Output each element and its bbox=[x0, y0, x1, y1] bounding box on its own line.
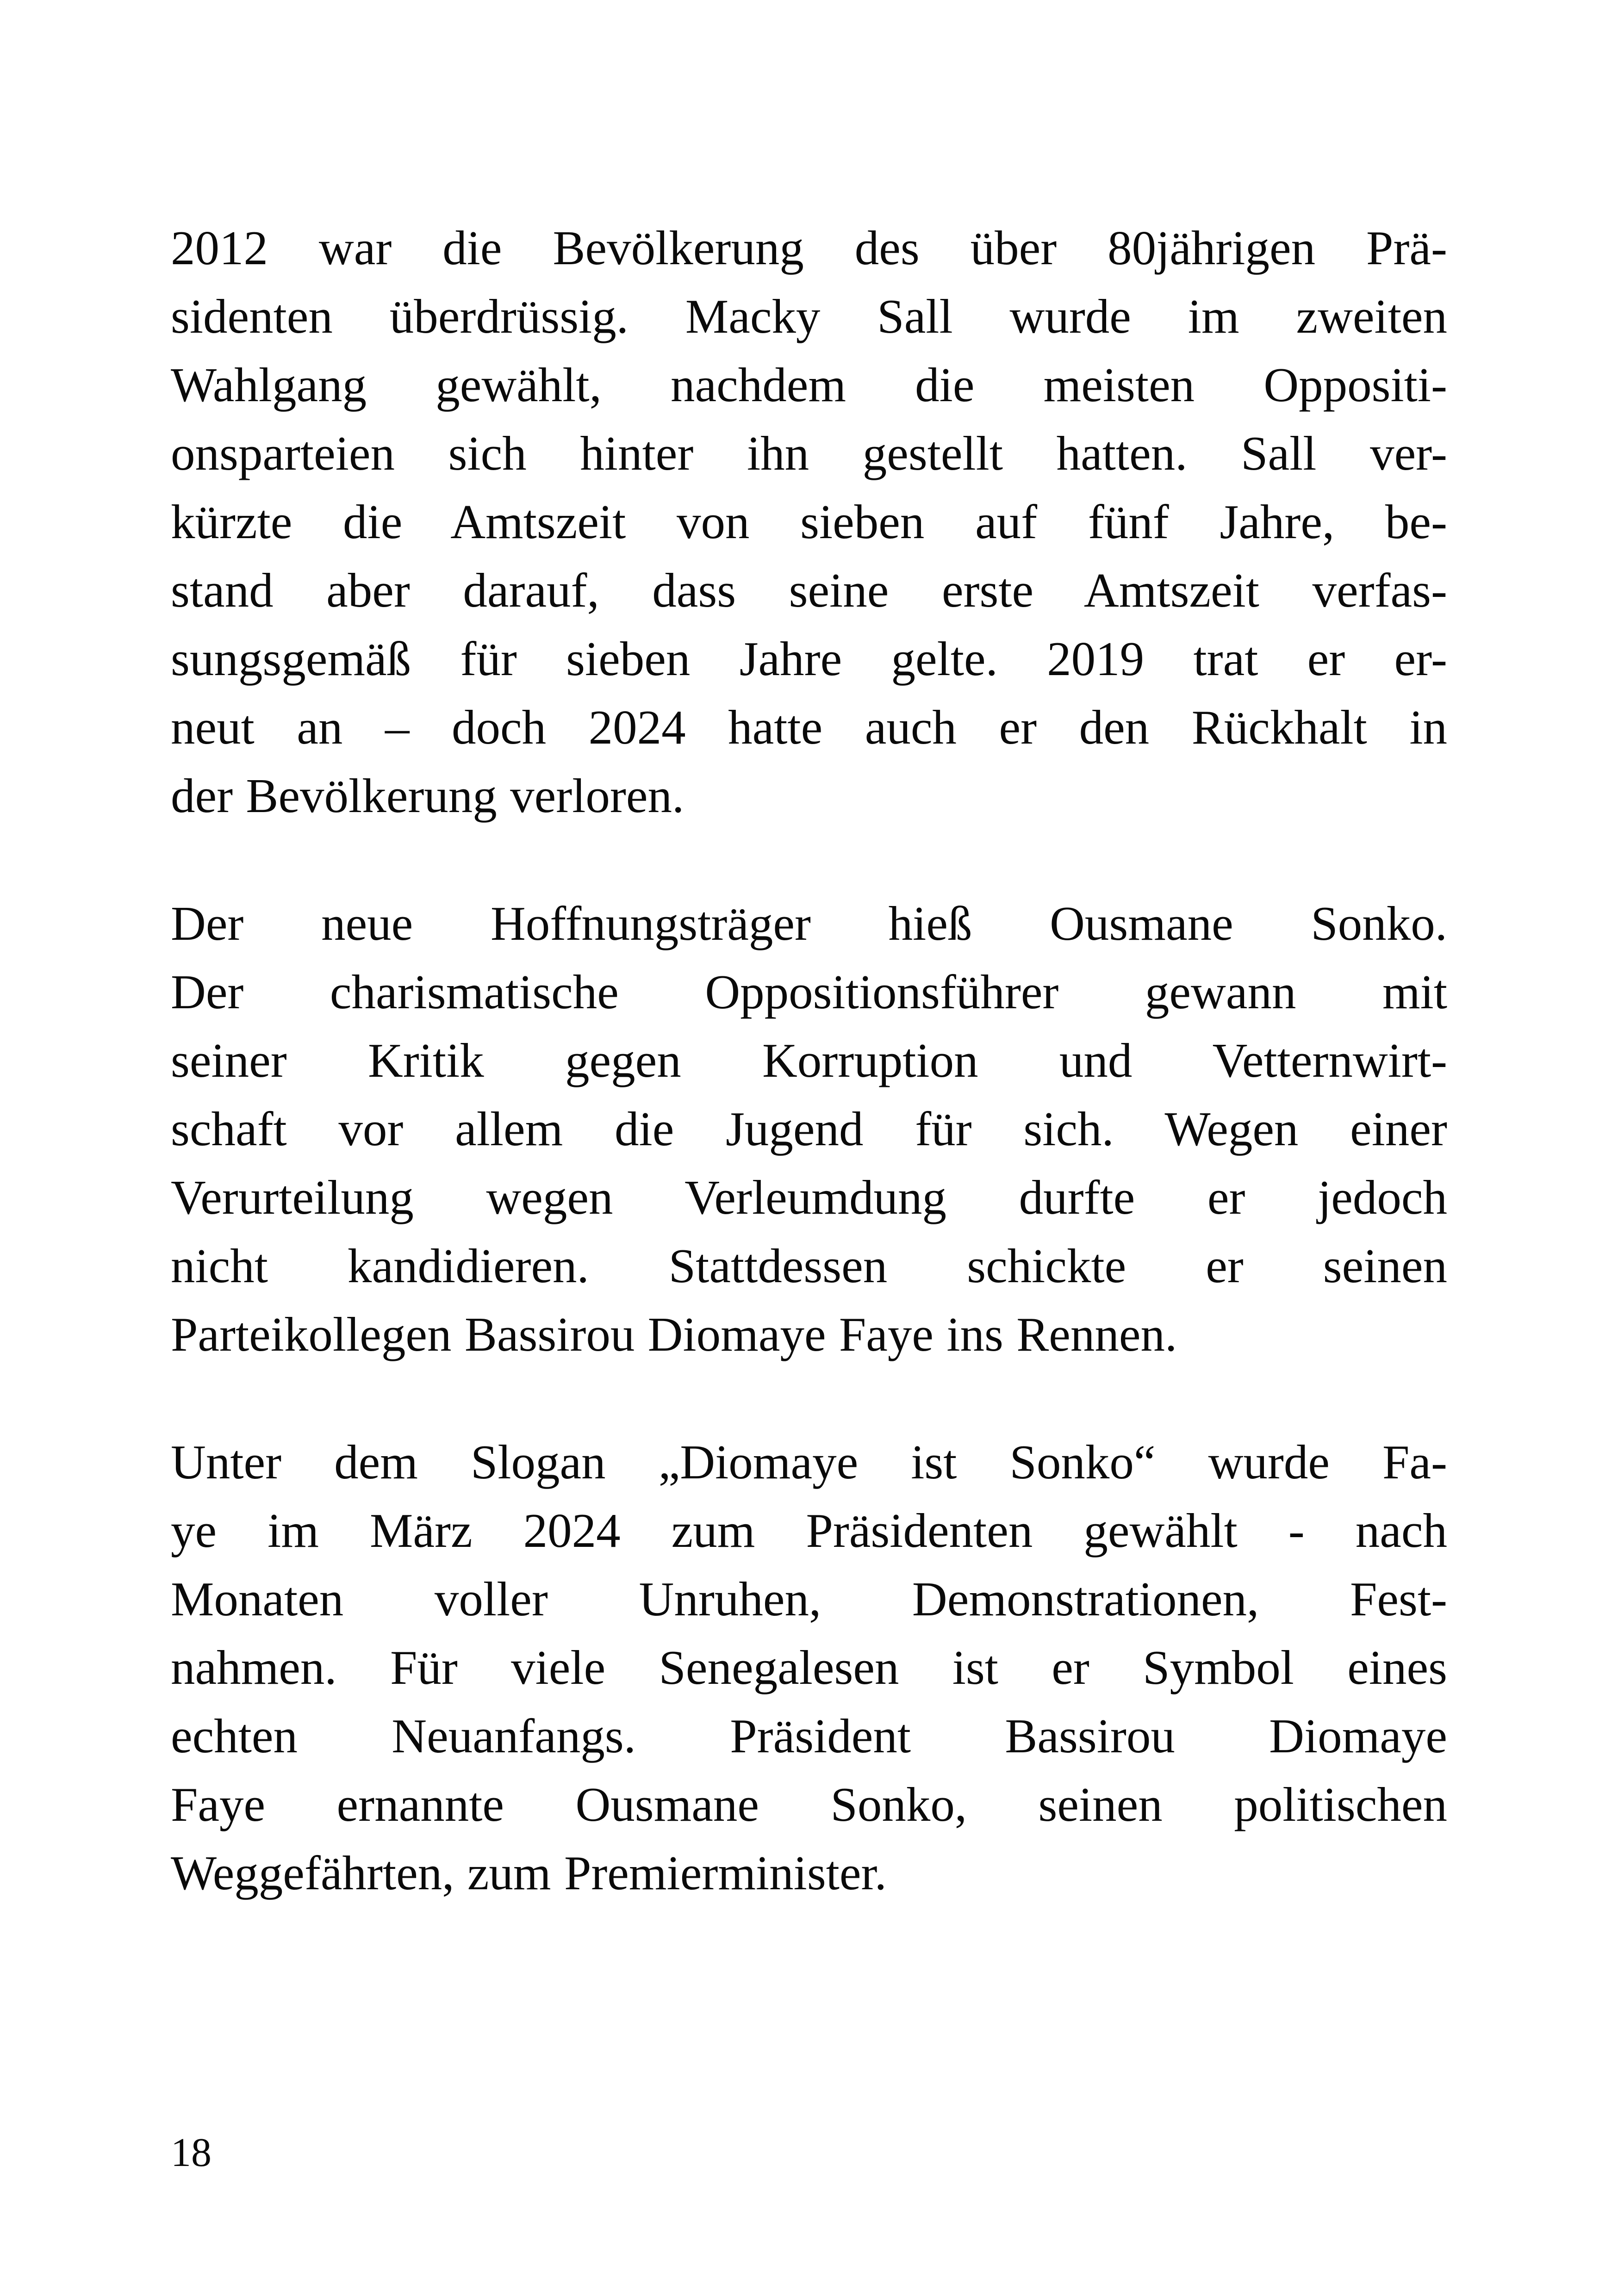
text-line: schaft vor allem die Jugend für sich. Wegen einer bbox=[171, 1102, 1447, 1156]
paragraph-3 bbox=[171, 1428, 1447, 1907]
text-line: Der neue Hoffnungsträger hieß Ousmane Sonko. bbox=[171, 896, 1447, 950]
text-line: Monaten voller Unruhen, Demonstrationen, Fest- bbox=[171, 1572, 1447, 1626]
text-line: sidenten überdrüssig. Macky Sall wurde im zweiten bbox=[171, 289, 1447, 343]
text-line: Parteikollegen Bassirou Diomaye Faye ins Rennen. bbox=[171, 1307, 1177, 1361]
text-line: 2012 war die Bevölkerung des über 80jährigen Prä- bbox=[171, 221, 1447, 275]
text-line: stand aber darauf, dass seine erste Amtszeit verfas- bbox=[171, 563, 1447, 617]
text-line: Verurteilung wegen Verleumdung durfte er jedoch bbox=[171, 1170, 1447, 1224]
text-line: nahmen. Für viele Senegalesen ist er Symbol eines bbox=[171, 1640, 1447, 1694]
text-block bbox=[171, 214, 1447, 1907]
text-line: Weggefährten, zum Premierminister. bbox=[171, 1846, 887, 1900]
text-line: seiner Kritik gegen Korruption und Vetternwirt- bbox=[171, 1033, 1447, 1087]
text-line: neut an – doch 2024 hatte auch er den Rückhalt in bbox=[171, 700, 1447, 754]
page-number: 18 bbox=[171, 2130, 212, 2175]
text-line: Unter dem Slogan „Diomaye ist Sonko“ wurde Fa- bbox=[171, 1435, 1447, 1489]
text-line: sungsgemäß für sieben Jahre gelte. 2019 trat er er- bbox=[171, 632, 1447, 686]
text-line: der Bevölkerung verloren. bbox=[171, 769, 685, 823]
paragraph-2 bbox=[171, 889, 1447, 1369]
text-line: kürzte die Amtszeit von sieben auf fünf Jahre, be- bbox=[171, 495, 1447, 549]
text-line: echten Neuanfangs. Präsident Bassirou Diomaye bbox=[171, 1709, 1447, 1763]
paragraph-1 bbox=[171, 214, 1447, 830]
text-line: Faye ernannte Ousmane Sonko, seinen politischen bbox=[171, 1777, 1447, 1831]
text-line: nicht kandidieren. Stattdessen schickte er seinen bbox=[171, 1239, 1447, 1293]
text-line: Der charismatische Oppositionsführer gewann mit bbox=[171, 965, 1447, 1019]
text-line: ye im März 2024 zum Präsidenten gewählt - nach bbox=[171, 1503, 1447, 1558]
text-line: onsparteien sich hinter ihn gestellt hatten. Sall ver- bbox=[171, 426, 1447, 480]
text-line: Wahlgang gewählt, nachdem die meisten Oppositi- bbox=[171, 358, 1447, 412]
